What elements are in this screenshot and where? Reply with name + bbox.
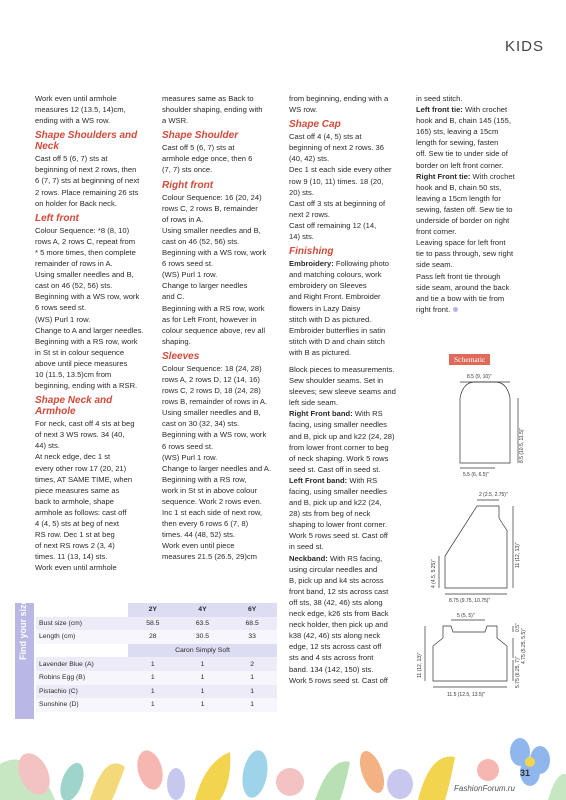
sleeve-schematic: [460, 382, 518, 468]
sleeve-length-label: 8.5 (10.5, 11.5)": [519, 427, 525, 463]
text-span: With crochet hook and B, chain 50 sts, leaving a 15cm length for sewing, fasten off. Sew tie to underside of border on right front corner. Leaving space for left front tie to pass through, sew right side seam. Pass left front tie through side seam, around the back and tie a bow with tie from right front.: [416, 171, 515, 314]
table-cell: 68.5: [227, 617, 277, 631]
text-span: With RS facing, using circular needles and B, pick up and k4 sts across front band, 12 sts across cast off sts, 38 (42, 46) sts along neck edge, k26 sts from Back neck holder, then pick up and k38 (42, 46) sts along neck edge, 12 sts across cast off sts and 4 sts across front band. 134 (142, 150) sts. Work 5 rows seed st. Cast off: [289, 553, 389, 685]
back-schematic: [425, 620, 513, 687]
table-row: [36, 698, 277, 712]
text-span: With RS facing, using smaller needles and B, pick up and k22 (24, 28) from lower front corner to beg of neck shaping. Work 5 rows seed st. Cast off in seed st.: [289, 409, 395, 474]
yarn-brand: Caron Simply Soft: [128, 644, 277, 658]
table-cell: 28: [128, 630, 178, 644]
column-2: [162, 93, 280, 563]
text-block: For neck, cast off 4 sts at beg of next 3 WS rows. 34 (40, 44) sts. At neck edge, dec 1 st every other row 17 (20, 21) times, AT SAME TIME, when piece measures same as back to armhole, shape armhole as follows: cast off 4 (4, 5) sts at beg of next RS row. Dec 1 st at beg of next RS rows 2 (3, 4) times. 11 (13, 14) sts. Work even until armhole: [35, 419, 135, 573]
front-schematic: [439, 500, 513, 594]
heading-shape-shoulders-neck: Shape Shoulders and Neck: [35, 130, 138, 153]
table-row: [36, 630, 277, 644]
table-cell: 1: [178, 698, 228, 712]
table-header-cell: [36, 603, 128, 617]
text-span: With crochet hook and B, chain 145 (155, 165) sts, leaving a 15cm length for sewing, fasten off. Sew tie to under side of border on left front corner.: [416, 105, 511, 170]
table-header-row: [36, 603, 277, 617]
text-block: [289, 408, 407, 475]
page-number: 31: [520, 768, 531, 778]
label-right-front-tie: Right Front tie:: [416, 171, 471, 181]
heading-right-front: Right front: [162, 179, 214, 191]
text-block: Work even until armhole measures 12 (13.5, 14)cm, ending with a WS row.: [35, 94, 126, 126]
row-label: Length (cm): [36, 630, 128, 644]
table-row: [36, 617, 277, 631]
heading-sleeves: Sleeves: [162, 350, 200, 362]
row-label: Sunshine (D): [36, 698, 128, 712]
table-cell: 1: [128, 671, 178, 685]
text-block: Cast off 4 (4, 5) sts at beginning of next 2 rows. 36 (40, 42) sts. Dec 1 st each side every other row 9 (10, 11) times. 18 (20, 20) sts. Cast off 3 sts at beginning of next 2 rows. Cast off remaining 12 (14, 14) sts.: [289, 132, 392, 242]
column-4: [416, 93, 536, 315]
heading-shape-cap: Shape Cap: [289, 119, 341, 131]
table-cell: 33: [227, 630, 277, 644]
front-side-label: 4 (4.5, 5.25)": [431, 559, 437, 588]
heading-shape-shoulder: Shape Shoulder: [162, 130, 239, 142]
label-embroidery: Embroidery:: [289, 259, 334, 269]
sleeve-bottom-label: 5.5 (6, 6.5)": [463, 472, 489, 478]
table-cell: 1: [227, 685, 277, 699]
table-cell: 1: [227, 671, 277, 685]
end-dot-icon: [453, 307, 458, 312]
section-title: KIDS: [504, 38, 544, 55]
back-side-label: 5.75 (6.25, 7)": [515, 656, 521, 688]
text-block: Block pieces to measurements. Sew shoulder seams. Set in sleeves; sew sleeve seams and left side seam.: [289, 364, 396, 408]
table-header-cell: 2Y: [128, 603, 178, 617]
yarn-brand-row: [36, 644, 277, 658]
label-left-front-band: Left Front band:: [289, 475, 348, 485]
table-cell: 1: [178, 657, 228, 671]
back-length-label: 11 (12, 13)": [417, 652, 423, 678]
watermark: FashionForum.ru: [454, 784, 515, 793]
table-header-cell: 6Y: [227, 603, 277, 617]
text-block: Colour Sequence: 18 (24, 28) rows A, 2 rows D, 12 (14, 16) rows C, 2 rows D, 18 (24, 28) rows B, remainder of rows in A. Using smaller needles and B, cast on 30 (32, 34) sts. Beginning with a WS row, work 6 rows seed st. (WS) Purl 1 row. Change to larger needles and A. Beginning with a RS row, work in St st in above colour sequence. Work 2 rows even. Inc 1 st each side of next row, then every 6 rows 6 (7, 8) times. 44 (48, 52) sts. Work even until piece measures 21.5 (26.5, 29)cm: [162, 363, 271, 562]
heading-shape-neck-armhole: Shape Neck and Armhole: [35, 395, 113, 418]
text-block: measures same as Back to shoulder shaping, ending with a WSR.: [162, 94, 263, 126]
text-block: [416, 171, 536, 315]
size-table: [36, 603, 277, 712]
text-block: from beginning, ending with a WS row.: [289, 94, 389, 115]
label-neckband: Neckband:: [289, 553, 328, 563]
text-block: Colour Sequence: *8 (8, 10) rows A, 2 rows C, repeat from * 5 more times, then complete remainder of rows in A. Using smaller needles and B, cast on 46 (52, 56) sts. Beginning with a WS row, work 6 rows seed st. (WS) Purl 1 row. Change to A and larger needles. Beginning with a RS row, work in St st in colour sequence above until piece measures 10 (11.5, 13.5)cm from beginning, ending with a RSR.: [35, 225, 144, 391]
table-cell: 1: [128, 685, 178, 699]
front-bottom-label: 8.75 (9.75, 10.75)": [449, 598, 491, 604]
front-length-label: 11 (12, 13)": [515, 542, 521, 568]
text-block: Colour Sequence: 16 (20, 24) rows C, 2 rows B, remainder of rows in A. Using smaller needles and B, cast on 46 (52, 56) sts. Beginning with a WS row, work 6 rows seed st. (WS) Purl 1 row. Change to larger needles and C. Beginning with a RS row, work as for Left Front, however in colour sequence above, rev all shaping.: [162, 192, 267, 346]
text-block: [289, 553, 407, 686]
table-row: [36, 685, 277, 699]
text-block: [416, 104, 536, 171]
text-block: [289, 475, 407, 553]
column-3: [289, 93, 407, 686]
back-shoulder-label: 0.5": [515, 623, 521, 632]
table-cell: 63.5: [178, 617, 228, 631]
label-left-front-tie: Left front tie:: [416, 105, 463, 115]
row-label: Pistachio (C): [36, 685, 128, 699]
table-cell: 2: [227, 657, 277, 671]
back-top-label: 5 (5, 5)": [457, 613, 475, 619]
text-block: Cast off 5 (6, 7) sts at beginning of next 2 rows, then 6 (7, 7) sts at beginning of next 2 rows. Place remaining 26 sts on holder for Back neck.: [35, 154, 140, 208]
text-block: in seed stitch.: [416, 94, 463, 103]
schematic-label: Schematic: [449, 354, 490, 365]
table-cell: 1: [227, 698, 277, 712]
table-cell: 58.5: [128, 617, 178, 631]
table-header-cell: 4Y: [178, 603, 228, 617]
table-cell: 1: [128, 657, 178, 671]
front-top-label: 2 (2.5, 2.75)": [479, 492, 508, 498]
row-label: Bust size (cm): [36, 617, 128, 631]
size-table-side-label: [15, 599, 34, 719]
row-label: Lavender Blue (A): [36, 657, 128, 671]
heading-finishing: Finishing: [289, 246, 334, 258]
label-right-front-band: Right Front band:: [289, 409, 353, 419]
back-bottom-label: 11.5 (12.5, 13.5)": [447, 692, 486, 698]
table-row: [36, 671, 277, 685]
sleeve-top-label: 8.5 (9, 10)": [467, 374, 492, 380]
text-block: Cast off 5 (6, 7) sts at armhole edge once, then 6 (7, 7) sts once.: [162, 143, 253, 175]
text-span: With RS facing, using smaller needles and B, pick up and k22 (24, 28) sts from beg of neck shaping to lower front corner. Work 5 rows seed st. Cast off in seed st.: [289, 475, 388, 552]
table-cell: [36, 644, 128, 658]
text-span: Following photo and matching colours, work embroidery on Sleeves and Right Front. Embroider flowers in Lazy Daisy stitch with D as pictured. Embroider butterflies in satin stitch with D and chain stitch with B as pictured.: [289, 259, 390, 357]
table-cell: 1: [128, 698, 178, 712]
side-label-text: Find your size: [18, 599, 28, 660]
back-arm-label: 4.75 (5.25, 5.5)": [521, 628, 527, 664]
table-row: [36, 657, 277, 671]
row-label: Robins Egg (B): [36, 671, 128, 685]
table-cell: 30.5: [178, 630, 228, 644]
heading-left-front: Left front: [35, 212, 79, 224]
column-1: [35, 93, 153, 573]
table-cell: 1: [178, 671, 228, 685]
table-cell: 1: [178, 685, 228, 699]
text-block: [289, 258, 407, 358]
schematic-diagram: [415, 368, 545, 708]
